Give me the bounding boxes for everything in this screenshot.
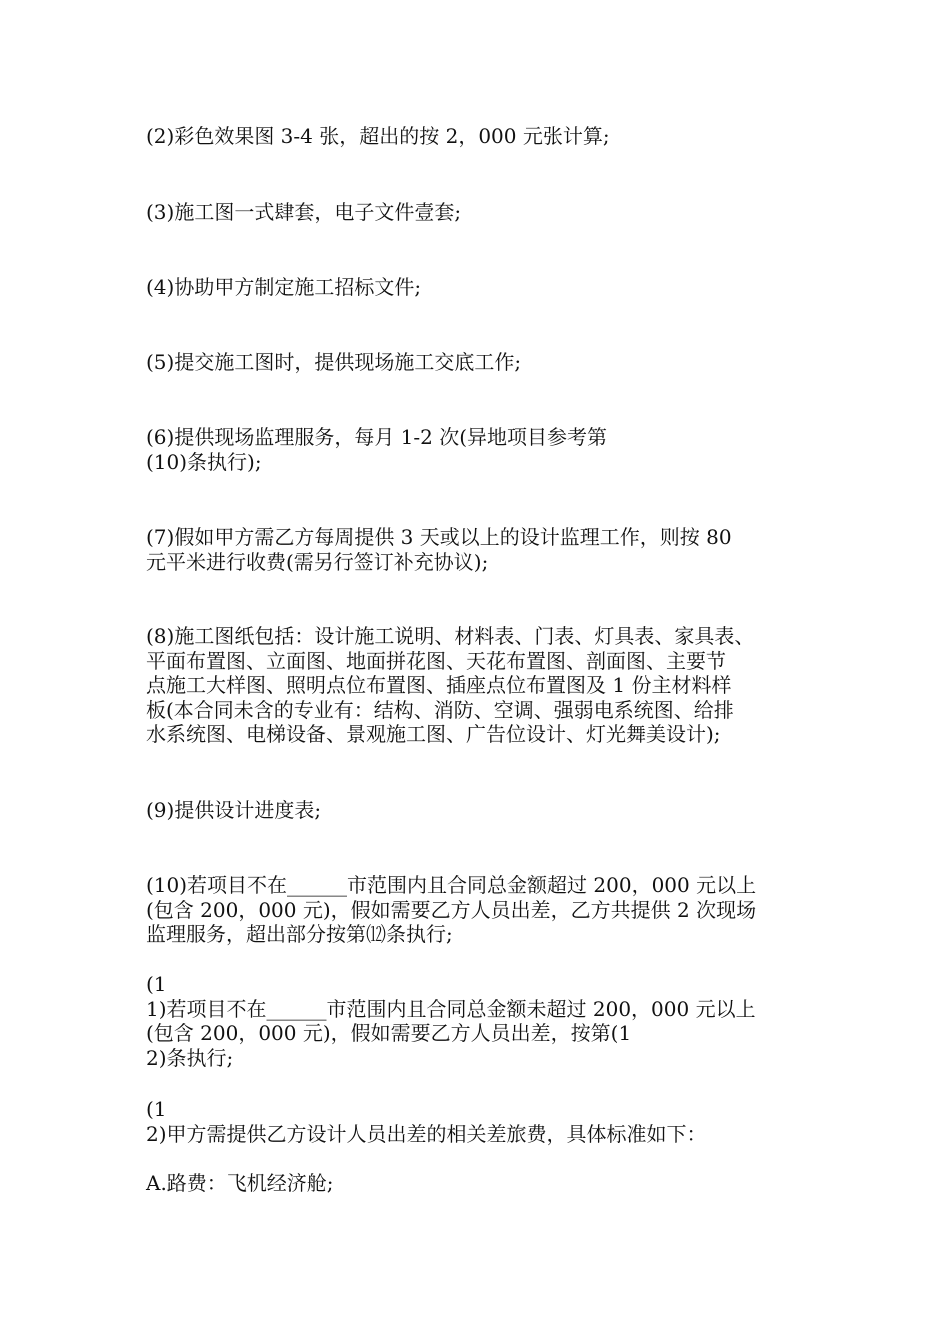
clause-3 (146, 200, 836, 225)
clause-8 (146, 624, 836, 747)
clause-a-travel (146, 1171, 836, 1196)
clause-line: 点施工大样图、照明点位布置图、插座点位布置图及 1 份主材料样 (146, 673, 732, 697)
clause-line: 板(本合同未含的专业有：结构、消防、空调、强弱电系统图、给排 (146, 697, 734, 722)
clause-2 (146, 124, 836, 149)
clause-7 (146, 525, 836, 574)
clause-line: 监理服务，超出部分按第⑿条执行; (146, 922, 453, 946)
clause-9 (146, 798, 836, 823)
clause-line: (5)提交施工图时，提供现场施工交底工作; (146, 350, 522, 374)
clause-line: (1 (146, 972, 167, 996)
clause-line: (1 (146, 1097, 167, 1121)
clause-line: (3)施工图一式肆套，电子文件壹套; (146, 200, 462, 224)
clause-line: (9)提供设计进度表; (146, 798, 322, 822)
clause-line: 1)若项目不在______市范围内且合同总金额未超过 200，000 元以上 (146, 996, 756, 1021)
clause-line: 元平米进行收费(需另行签订补充协议); (146, 549, 489, 574)
clause-6 (146, 425, 836, 474)
clause-12 (146, 1097, 836, 1146)
clause-line: (包含 200，000 元)，假如需要乙方人员出差，按第(1 (146, 1021, 632, 1045)
clause-line: (包含 200，000 元)，假如需要乙方人员出差，乙方共提供 2 次现场 (146, 897, 757, 922)
clause-line: 水系统图、电梯设备、景观施工图、广告位设计、灯光舞美设计); (146, 722, 721, 746)
clause-line: A.路费：飞机经济舱; (146, 1171, 334, 1195)
clause-line: 2)甲方需提供乙方设计人员出差的相关差旅费，具体标准如下： (146, 1121, 707, 1146)
clause-line: (2)彩色效果图 3-4 张，超出的按 2，000 元张计算; (146, 124, 610, 148)
clause-line: (8)施工图纸包括：设计施工说明、材料表、门表、灯具表、家具表、 (146, 624, 755, 648)
clause-line: 2)条执行; (146, 1045, 234, 1070)
clause-5 (146, 350, 836, 375)
clause-line: (10)若项目不在______市范围内且合同总金额超过 200，000 元以上 (146, 873, 757, 897)
clause-line: 平面布置图、立面图、地面拼花图、天花布置图、剖面图、主要节 (146, 648, 726, 673)
clause-line: (7)假如甲方需乙方每周提供 3 天或以上的设计监理工作，则按 80 (146, 525, 732, 549)
clause-line: (10)条执行); (146, 449, 262, 474)
clause-line: (6)提供现场监理服务，每月 1-2 次(异地项目参考第 (146, 425, 608, 449)
clause-10 (146, 873, 836, 947)
clause-4 (146, 275, 836, 300)
clause-11 (146, 972, 836, 1070)
clause-line: (4)协助甲方制定施工招标文件; (146, 275, 422, 299)
